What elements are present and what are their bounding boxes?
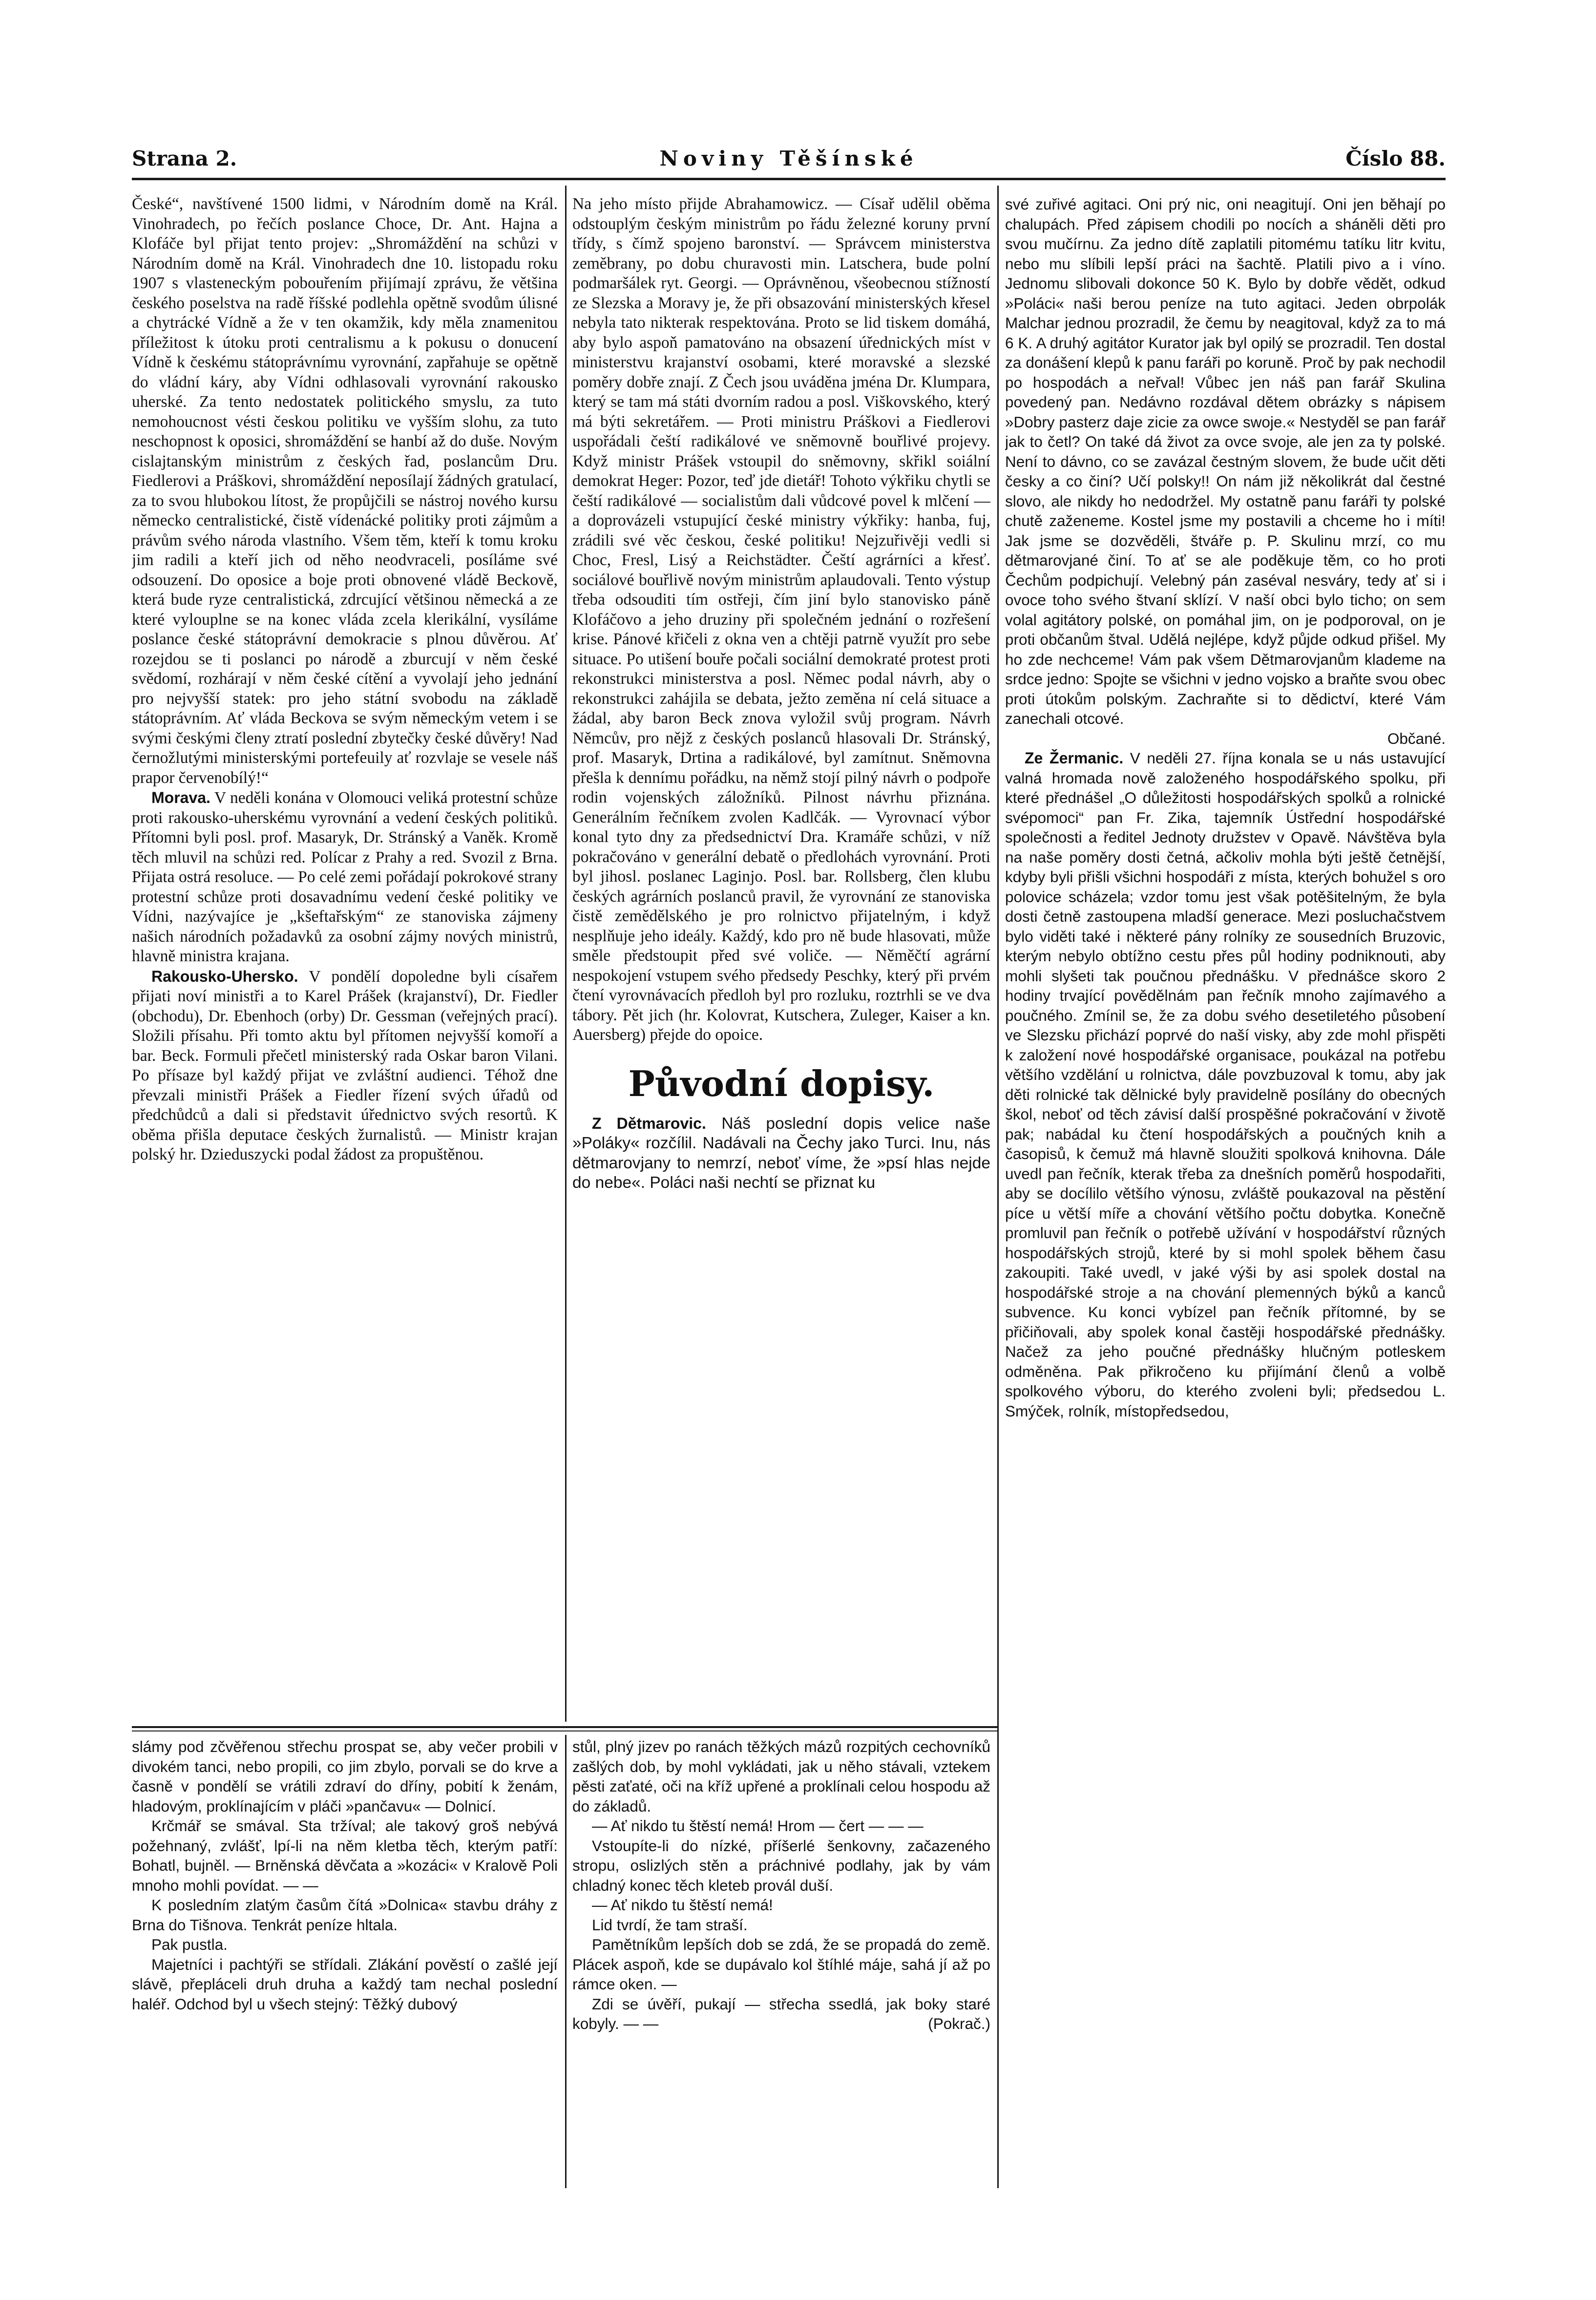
news-paragraph xyxy=(132,788,558,967)
column-2 xyxy=(572,194,990,1722)
feuilleton-paragraph xyxy=(572,1994,990,2034)
section-title: Původní dopisy. xyxy=(628,1062,935,1104)
feuilleton-paragraph: Majetníci i pachtýři se střídali. Zlákání pověstí o zašlé její slávě, přepláceli druh druha a každý tam nechal poslední haléř. Odchod byl u všech stejný: Těžký dubový xyxy=(132,1955,558,2013)
feuilleton-paragraph: slámy pod zčvěřenou střechu prospat se, aby večer probili v divokém tanci, nebo propili, co jim zbylo, porvali se do krve a časně v pondělí se vrátili zdraví do dříny, pobití k ženám, hladovým, proklínajícím v pláči »pančavu« — Dolnicí. xyxy=(132,1738,558,1815)
news-paragraph xyxy=(132,967,558,1165)
page-header xyxy=(132,147,1446,176)
letter-text: Náš poslední dopis velice naše »Poláky« rozčílil. Nadávali na Čechy jako Turci. Inu, nás dětmarovjany to nemrzí, neboť víme, že »psí hlas nejde do nebe«. Poláci naši nechtí se přiznat ku xyxy=(572,1114,990,1192)
letter-paragraph: své zuřivé agitaci. Oni prý nic, oni neagitují. Oni jen běhají po chalupách. Před zápisem chodili po nocích a sháněli děti pro svou mučírnu. Za jedno dítě zaplatili pitomému tatíku litr kvitu, nebo mu slíbili lepší práci na šachtě. Platili pivo a i víno. Jednomu slibovali dokonce 50 K. Bylo by dobře vědět, odkud »Poláci« naši berou peníze na tuto agitaci. Jeden obrpolák Malchar jednou prozradil, že čemu by neagitoval, když za to má 6 K. A druhý agitátor Kurator jak byl opilý se prozradil. Ten dostal za donášení klepů k panu faráři po koruně. Proč by pak nechodil po hospodách a neřval! Vůbec jen náš pan farář Skulina povedený pan. Nedávno rozdával dětem obrázky s nápisem »Dobry pasterz daje zicie za owce swoje.« Nestyděl se pan farář jak to četl? On také dá život za ovce svoje, ale jen za ty polské. Není to dávno, co se zavázal čestným slovem, že bude učit děti česky a co činí? Učí polsky!! On nám již několikrát dal čestné slovo, ale nikdy ho nedodržel. My ostatně panu faráři ty polské chutě zaženeme. Kostel jsme my postavili a chceme ho i míti! Jak jsme se dozvěděli, štváře p. P. Skulinu mrzí, co mu dětmarovjané činí. To ať se ale poděkuje těm, co ho proti Čechům podpichují. Velebný pán zaséval nesváry, tedy ať si i ovoce toho svého štvaní sklízí. V naší obci bylo ticho; on sem volal agitátory polské, on pomáhal jim, on je podporoval, on je proti občanům štval. Udělá nejlépe, když půjde odkud přišel. My ho zde nechceme! Vám pak všem Dětmarovjanům klademe na srdce jedno: Spojte se všichni v jedno vojsko a braňte svou obec proti útokům polským. Zachraňte si to dědictví, které Vám zanechali otcové. xyxy=(1005,195,1446,727)
feuilleton-paragraph: Pamětníkům lepších dob se zdá, že se propadá do země. Plácek aspoň, kde se dupávalo kol štíhlé máje, sahá jí až po rámce oken. — xyxy=(572,1936,990,1993)
feuilleton-paragraph: K posledním zlatým časům čítá »Dolnica« stavbu dráhy z Brna do Tišnova. Tenkrát peníze hltala. xyxy=(132,1896,558,1934)
column-divider xyxy=(997,186,999,2188)
news-heading: Morava. xyxy=(151,789,210,806)
issue-number: Číslo 88. xyxy=(1345,147,1446,170)
feuilleton-left xyxy=(132,1737,558,2191)
feuilleton-paragraph: — Ať nikdo tu štěstí nemá! xyxy=(592,1896,773,1914)
article-paragraph: Na jeho místo přijde Abrahamowicz. — Císař udělil oběma odstouplým českým ministrům po řádu železné koruny první třídy, s čímž spojeno baronství. — Správcem ministerstva zeměbrany, po dobu churavosti min. Latschera, bude polní podmaršálek ryt. Georgi. — Oprávněnou, všeobecnou stížností ze Slezska a Moravy je, že při obsazování ministerských křesel nebyla tato nikterak respektována. Proto se lid tiskem domáhá, aby bylo aspoň pamatováno na obsazení úřednických míst v ministerstvu krajanství osobami, které moravské a slezské poměry dobře znají. Z Čech jsou uváděna jména Dr. Klumpara, který se tam má státi dvorním radou a posl. Viškovského, který má býti sekretářem. — Proti ministru Práškovi a Fiedlerovi uspořádali čeští radikálové ve sněmovně bouřlivé projevy. Když ministr Prášek vstoupil do sněmovny, skřikl soiální demokrat Heger: Pozor, teď jde dietář! Tohoto výkřiku chytli se čeští radikálové — socialistům dali vůdcové povel k mlčení — a doprovázeli vstupující české ministry výkřiky: hanba, fuj, zrádili své věc českou, české politiku! Nejzuřivěji vedli si Choc, Fresl, Lisý a Reichstädter. Čeští agrárníci a křesť. sociálové bouřlivě novým ministrům aplaudovali. Tento výstup třeba odsouditi tím ostřeji, čím jiní bylo stanovisko páně Klofáčovo a jeho druziny při společném jednání o rozřešení krise. Pánové křičeli z okna ven a chtěji patrně využít pro sebe situace. Po utišení bouře počali sociální demokraté protest proti rekonstrukci ministerstva a posl. Němec podal návrh, aby o rekonstrukci zahájila se debata, ježto zeměna ní celá situace a žádal, aby baron Beck znova vyložil svůj program. Návrh Němcův, pro nějž z českých poslanců hlasovali Dr. Stránský, prof. Masaryk, Drtina a radikálové, byl zamítnut. Sněmovna přešla k dennímu pořádku, na němž stojí pilný návrh o podpoře rodin vojenských záložníků. Pilnost návrhu přiznána. Generálním řečníkem zvolen Kadlčák. — Vyrovnací výbor konal tyto dny za předsednictví Dra. Kramáře schůzi, v níž pokračováno v generální debatě o předlohách vyrovnání. Proti byl jihosl. poslanec Laginjo. Posl. bar. Rollsberg, člen klubu českých agrárních poslanců pravil, že vyrovnání ze stanoviska čistě zemědělského je pro rolnictvo přijatelným, i když nesplňuje jeho ideály. Každý, kdo pro ně bude hlasovati, může směle předstoupit před své voliče. — Něměčtí agrární nespokojení vstupem svého předsedy Peschky, který při prvém čtení vyrovnávacích předloh byl pro rozluku, roztrhli se ve dva tábory. Pět jich (hr. Kolovrat, Kutschera, Zuleger, Kaiser a kn. Auersberg) přejde do opoice. xyxy=(572,195,990,1044)
column-1 xyxy=(132,194,558,1722)
feuilleton-paragraph: Krčmář se smával. Sta tržíval; ale takový groš nebývá požehnaný, zvlášť, lpí-li na něm kletba těch, kterým patří: Bohatl, bujněl. — Brněnská děvčata a »kozáci« v Kralově Poli mnoho mohli povídat. — — xyxy=(132,1817,558,1894)
feuilleton-paragraph: Vstoupíte-li do nízké, příšerlé šenkovny, začazeného stropu, oslizlých stěn a práchnivé podlahy, jak by vám chladný konec těch kleteb provál duší. xyxy=(572,1836,990,1894)
letter-paragraph xyxy=(572,1114,990,1193)
letter-paragraph xyxy=(1005,748,1446,1421)
column-divider xyxy=(565,1735,567,2188)
feuilleton-rule xyxy=(132,1726,997,1728)
letter-text: V neděli 27. října konala se u nás ustavující valná hromada nově založeného hospodářského spolku, při které přednášel „O důležitosti hospodářských spolků a rolnické svépomoci“ pan Fr. Zika, tajemník Ústřední hospodářské společnosti a ředitel Jednoty družstev v Opavě. Návštěva byla na naše poměry dosti četná, ačkoliv mohla býti ještě četnější, kdyby byli přišli všichni hospodáři z místa, kterých bohužel s oro polovice scházela; vzdor tomu jest však potěšitelným, že byla dosti četně zastoupena mladší generace. Mezi posluchačstvem bylo viděti také i některé pány rolníky ze sousedních Bruzovic, kterým nebylo obtížno cestu přes půl hodiny podniknouti, aby mohli slyšeti tak poučnou přednášku. V přednášce skoro 2 hodiny trvající povědělnám pan řečník mnoho zajímavého a poučného. Zmínil se, že za dobu svého desetiletého působení ve Slezsku přichází poprvé do naší visky, aby zde mohl přispěti k založení nové hospodářské organisace, poukázal na potřebu většího vzdělání u rolnictva, dále povzbuzoval k tomu, aby jak děti rolnické tak dělnické byly pravidelně posílány do obecných škol, neboť od těch závisí další prospěšné pokračování v životě pak; nabádal ku čtení hospodářských a poučných knih a časopisů, k čemuž má hlavně sloužiti spolková knihovna. Dále uvedl pan řečník, kterak třeba za dnešních poměrů hospodařiti, aby se docílilo většího výnosu, zvláště poukazoval na pěstění píce u větší míře a chování většího počtu dobytka. Konečně promluvil pan řečník o potřebě užívání v hospodářství různých hospodářských strojů, které by si mohl spolek během času zakoupiti. Také uvedl, v jaké výši by asi spolek dostal na hospodářské stroje a na chování plemenných býků a kanců subvence. Ku konci vybízel pan řečník přítomné, by se přičiňovali, aby spolek konal častěji hospodářské přednášky. Načež za jeho poučné přednášky hlučným potleskem odměněna. Pak přikročeno ku přijímání členů a volbě spolkového výboru, do kterého zvoleni byli; předsedou L. Smýček, rolník, místopředsedou, xyxy=(1005,749,1446,1420)
letter-heading: Ze Žermanic. xyxy=(1025,749,1124,767)
letter-heading: Z Dětmarovic. xyxy=(592,1114,706,1132)
article-paragraph: České“, navštívené 1500 lidmi, v Národním domě na Král. Vinohradech, po řečích poslance Choce, Dr. Ant. Hajna a Klofáče byl přijat tento projev: „Shromáždění na schůzi v Národním domě na Král. Vinohradech dne 10. listopadu roku 1907 s vlasteneckým pobouřením přijímají zprávu, že většina českého poselstva na radě říšské podlehla opětně svodům úlisné a chytrácké Vídně a že v ten okamžik, kdy měla znamenitou příležitost k útoku proti centralismu a k pokusu o donucení Vídně k českému státoprávnímu vyrovnání, zapřahuje se opětně do vládní káry, aby Vídni odhlasovali vyrovnání rakousko uherské. Za tento nedostatek politického smyslu, za tuto nemohoucnost vésti českou politiku ve vyšším slohu, za tuto neschopnost k oposici, shromáždění se hanbí až do duše. Novým cislajtanským ministrům z českých řad, poslancům Dru. Fiedlerovi a Práškovi, shromáždění neposílají žádných gratulací, za to svou hlubokou lítost, že propůjčili se nástroj nového kursu německo centralistické, čistě vídenácké politiky proti zájmům a právům svého národa vlastního. Všem těm, kteří k tomu kroku jim radili a kteří jich od něho neodvraceli, posíláme své odsouzení. Do oposice a boje proti obnovené vládě Beckově, která bude ryze centralistická, zdrcující většinou německá a ze které vylouplne se na konec vláda zcela klerikální, vysíláme poslance české státoprávní demokracie s plnou důvěrou. Ať rozejdou se ti poslanci po národě a zburcují v něm české svědomí, rozhárají v něm české cítění a vyvolají jeho jednání pro nejvyšší statek: pro jeho státní svobodu na základě státoprávním. Ať vláda Beckova se svým německým vetem i se svými českými členy ztratí poslední zbytečky české důvěry! Nad černožlutými ministerskými portefeuily ať rozvlaje se vesele náš prapor červenobílý!“ xyxy=(132,195,558,787)
feuilleton-paragraph: — Ať nikdo tu štěstí nemá! Hrom — čert — — — xyxy=(592,1817,924,1835)
column-divider xyxy=(565,186,567,1722)
news-text: V pondělí dopoledne byli císařem přijati noví ministři a to Karel Prášek (krajanství), Dr. Fiedler (obchodu), Dr. Ebenhoch (orby) Dr. Gessman (veřejných prací). Složili přísahu. Při tomto aktu byl přítomen nejvyšší komoří a bar. Beck. Formuli přečetl ministerský rada Oskar baron Vilani. Po přísaze byl každý přijat ve zvláštní audienci. Téhož dne převzali ministři Prášek a Fiedler řízení svých úřadů od předchůdců a dali si představit úřednictvo svých resortů. K oběma přišla deputace českých žurnalistů. — Ministr krajan polský hr. Dzieduszycki podal žádost za propuštěnou. xyxy=(132,967,558,1163)
masthead-title: Noviny Těšínské xyxy=(659,147,918,170)
feuilleton-paragraph: stůl, plný jizev po ranách těžkých mázů rozpitých cechovníků zašlých dob, by mohl vykládati, jak u něho stávali, vztekem pěsti zaťaté, oči na kříž upřené a proklínali celou hospodu až do základů. xyxy=(572,1738,990,1815)
column-3 xyxy=(1005,194,1446,2197)
feuilleton-rule xyxy=(132,1730,997,1731)
feuilleton-paragraph: Lid tvrdí, že tam straší. xyxy=(592,1916,748,1934)
feuilleton-paragraph: Pak pustla. xyxy=(151,1936,228,1953)
continuation-note: (Pokrač.) xyxy=(928,2015,990,2032)
header-rule xyxy=(132,178,1446,180)
letter-signature: Občané. xyxy=(1387,729,1446,747)
news-heading: Rakousko-Uhersko. xyxy=(151,967,298,985)
feuilleton-right xyxy=(572,1737,990,2191)
feuilleton-text: Zdi se úvěří, pukají — střecha ssedlá, jak boky staré kobyly. — — xyxy=(572,1995,990,2032)
page-number: Strana 2. xyxy=(132,147,237,170)
news-text: V neděli konána v Olomouci veliká protestní schůze proti rakousko-uherskému vyrovnání a vedení českých politiků. Přítomni byli posl. prof. Masaryk, Dr. Stránský a Vaněk. Kromě těch mluvil na schůzi red. Polícar z Prahy a red. Svozil z Brna. Přijata ostrá resoluce. — Po celé zemi pořádají pokrokové strany protestní schůze proti dosavadnímu vedení české politiky ve Vídni, nazývajíce je „kšeftařským“ ze stanoviska zájmeny našich národních požadavků za osobní zájmy nových ministrů, hlavně ministra krajana. xyxy=(132,789,558,965)
